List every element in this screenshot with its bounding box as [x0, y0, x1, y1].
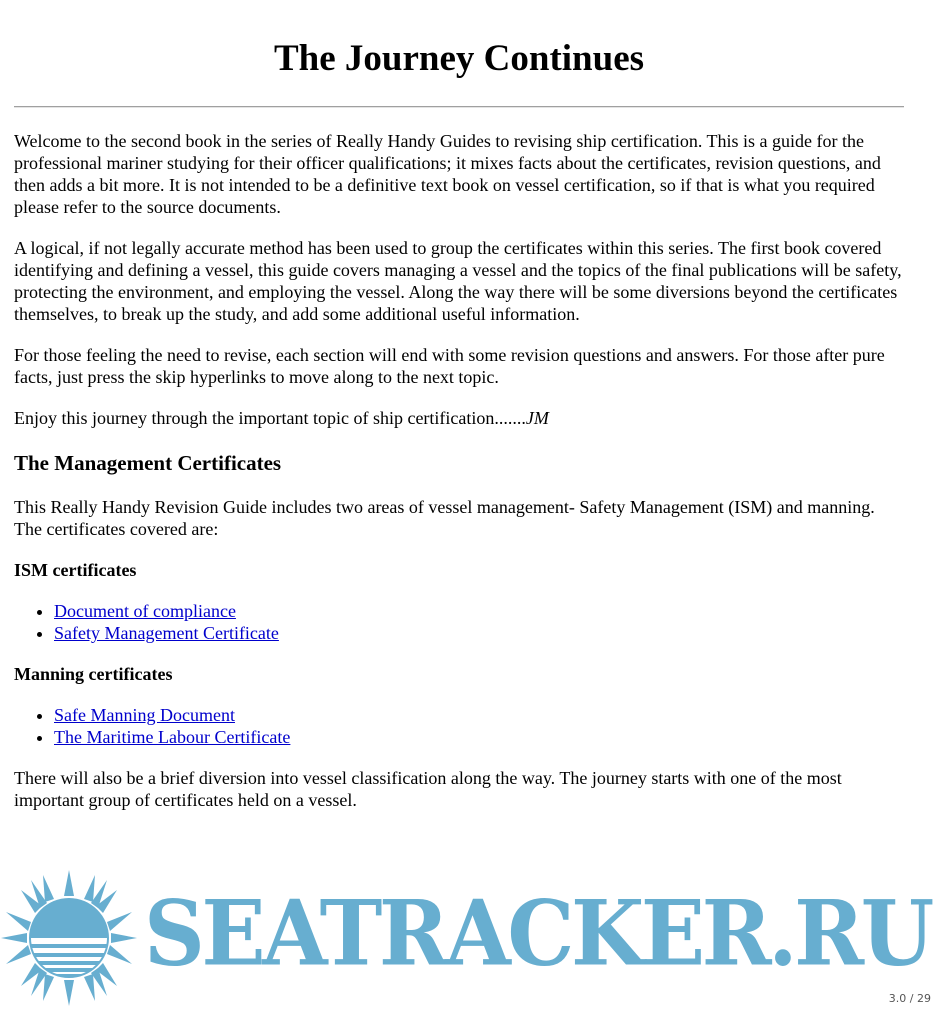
link-document-of-compliance[interactable]: Document of compliance — [54, 601, 236, 621]
sun-logo-icon — [0, 868, 150, 1008]
list-item — [54, 704, 904, 726]
title-divider — [14, 106, 904, 108]
list-item — [54, 600, 904, 622]
manning-list — [14, 704, 904, 748]
watermark-text: SEATRACKER.RU — [144, 880, 931, 987]
intro-paragraph-2: A logical, if not legally accurate method has been used to group the certificates within this series. The first book covered identifying and defining a vessel, this guide covers managing a vessel and the topics of the final publications will be safety, protecting the environment, and employing the vessel. Along the way there will be some diversions beyond the certificates themselves, to break up the study, and add some additional useful information. — [14, 238, 902, 324]
page-title: The Journey Continues — [273, 38, 645, 79]
manning-heading: Manning certificates — [14, 664, 173, 684]
closing-paragraph: There will also be a brief diversion into vessel classification along the way. The journey starts with one of the most important group of certificates held on a vessel. — [14, 768, 842, 810]
ism-list — [14, 600, 904, 644]
intro-paragraph-1: Welcome to the second book in the series of Really Handy Guides to revising ship certification. This is a guide for the professional mariner studying for their officer qualifications; it mixes facts about the certificates, revision questions, and then adds a bit more. It is not intended to be a definitive text book on vessel certification, so if that is what you required please refer to the source documents. — [14, 131, 881, 217]
link-maritime-labour-certificate[interactable]: The Maritime Labour Certificate — [54, 727, 291, 747]
page-indicator: 3.0 / 29 — [888, 992, 931, 1005]
section-heading-management: The Management Certificates — [14, 451, 282, 475]
list-item — [54, 622, 904, 644]
intro-paragraph-4 — [14, 407, 904, 429]
link-safety-management-certificate[interactable]: Safety Management Certificate — [54, 623, 279, 643]
closing-text: Enjoy this journey through the important topic of ship certification....... — [14, 408, 526, 428]
ism-heading: ISM certificates — [14, 560, 137, 580]
list-item — [54, 726, 904, 748]
management-intro: This Really Handy Revision Guide includes two areas of vessel management- Safety Management (ISM) and manning. The certificates covered are: — [14, 497, 875, 539]
seatracker-watermark — [0, 868, 947, 1008]
link-safe-manning-document[interactable]: Safe Manning Document — [54, 705, 235, 725]
document-page — [14, 0, 904, 811]
author-signature: JM — [525, 408, 549, 428]
intro-paragraph-3: For those feeling the need to revise, each section will end with some revision questions and answers. For those after pure facts, just press the skip hyperlinks to move along to the next topic. — [14, 345, 885, 387]
